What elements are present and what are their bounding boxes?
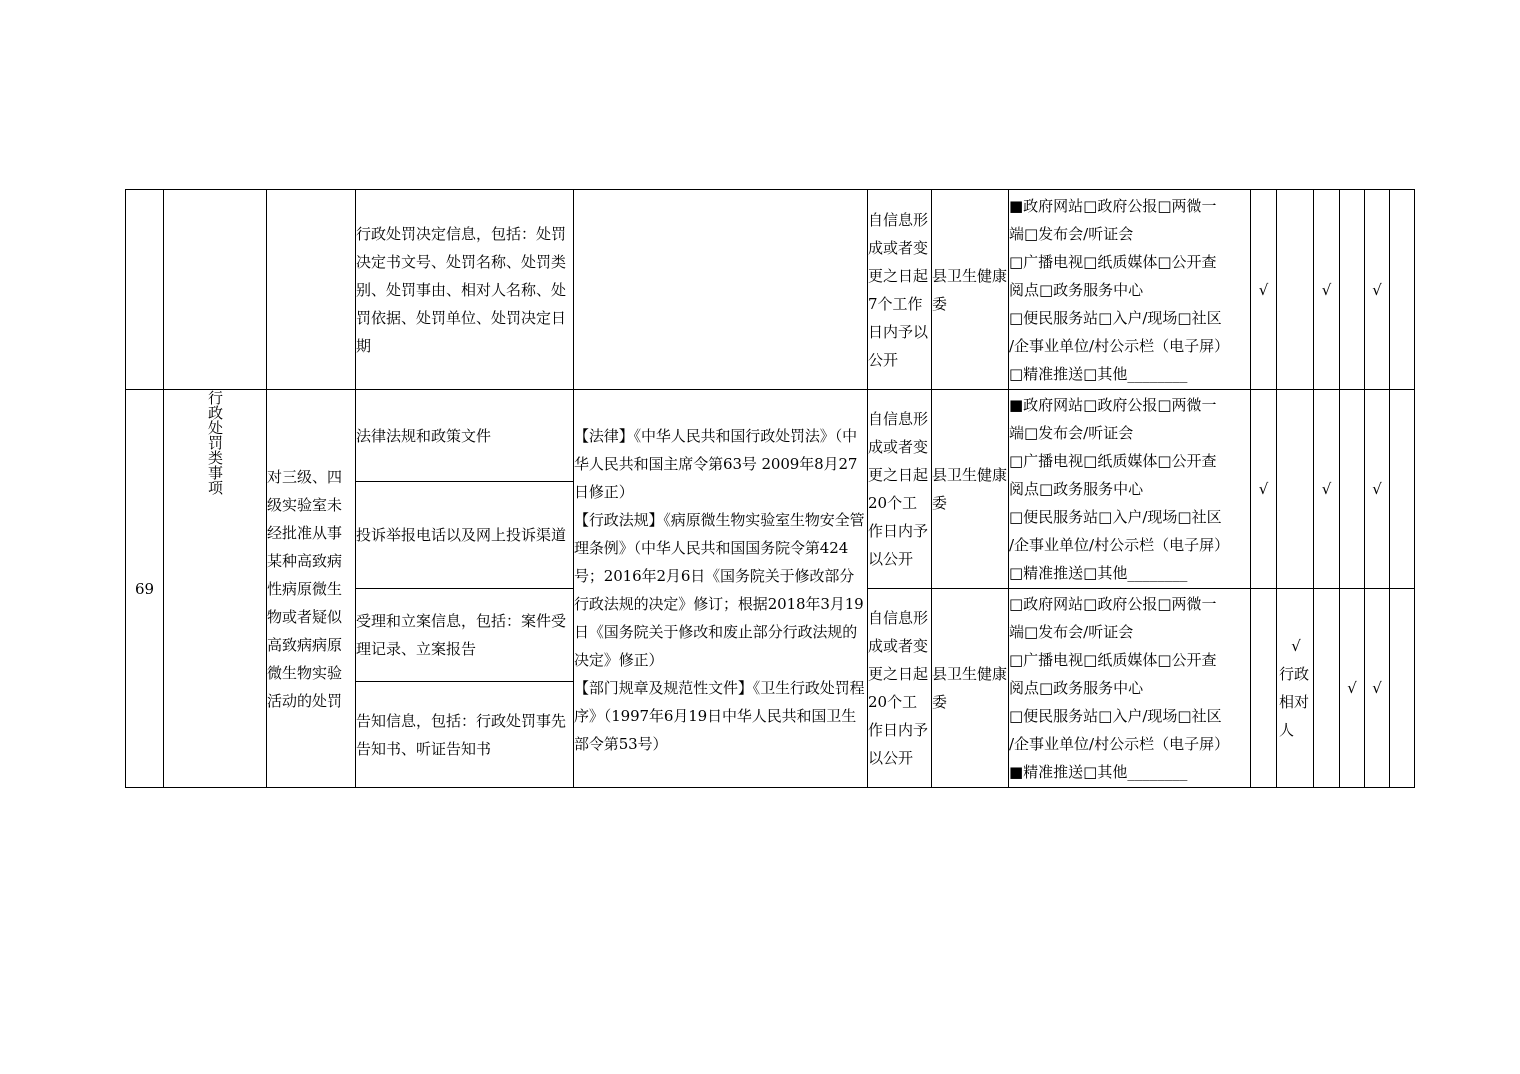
check-cell: [1277, 190, 1314, 390]
category-cell-empty: [164, 190, 267, 390]
content-cell: 告知信息，包括：行政处罚事先告知书、听证告知书: [356, 682, 574, 788]
disclosure-table: [125, 189, 1415, 788]
content-cell: 行政处罚决定信息，包括：处罚决定书文号、处罚名称、处罚类别、处罚事由、相对人名称、处罚依据、处罚单位、处罚决定日期: [356, 190, 574, 390]
table-row: [126, 390, 1415, 482]
check-cell: [1340, 190, 1365, 390]
check-cell: √: [1365, 589, 1390, 788]
audience-text: 行政相对人: [1279, 665, 1310, 739]
check-cell: [1340, 390, 1365, 589]
timing-cell: 自信息形成或者变更之日起7个工作日内予以公开: [868, 190, 932, 390]
check-cell: √: [1251, 390, 1277, 589]
channels-cell: □政府网站□政府公报□两微一 端□发布会/听证会 □广播电视□纸质媒体□公开查 阅点□政务服务中心 □便民服务站□入户/现场□社区 /企事业单位/村公示栏（电子屏） ■精准推送□其他________: [1009, 589, 1251, 788]
table-row: [126, 190, 1415, 390]
content-cell: 受理和立案信息，包括：案件受理记录、立案报告: [356, 589, 574, 682]
item-name-cell-empty: [267, 190, 356, 390]
item-name: 对三级、四级实验室未经批准从事某种高致病性病原微生物或者疑似高致病病原微生物实验活动的处罚: [267, 390, 356, 788]
content-cell: 投诉举报电话以及网上投诉渠道: [356, 482, 574, 589]
timing-cell: 自信息形成或者变更之日起20个工作日内予以公开: [868, 390, 932, 589]
check-cell: [1277, 390, 1314, 589]
content-cell: 法律法规和政策文件: [356, 390, 574, 482]
check-cell: √: [1251, 190, 1277, 390]
agency-cell: 县卫生健康委: [932, 390, 1009, 589]
check-cell: [1390, 190, 1415, 390]
legal-basis: 【法律】《中华人民共和国行政处罚法》（中华人民共和国主席令第63号 2009年8月27日修正） 【行政法规】《病原微生物实验室生物安全管理条例》（中华人民共和国国务院令第424号；2016年2月6日《国务院关于修改部分行政法规的决定》修订；根据2018年3月19日《国务院关于修改和废止部分行政法规的决定》修正） 【部门规章及规范性文件】《卫生行政处罚程序》（1997年6月19日中华人民共和国卫生部令第53号）: [574, 390, 868, 788]
check-cell: √: [1365, 390, 1390, 589]
basis-cell-empty: [574, 190, 868, 390]
check-cell: [1251, 589, 1277, 788]
audience-cell: [1277, 589, 1314, 788]
channels-cell: ■政府网站□政府公报□两微一 端□发布会/听证会 □广播电视□纸质媒体□公开查 阅点□政务服务中心 □便民服务站□入户/现场□社区 /企事业单位/村公示栏（电子屏） □精准推送□其他________: [1009, 190, 1251, 390]
agency-cell: 县卫生健康委: [932, 589, 1009, 788]
check-cell: [1390, 589, 1415, 788]
check-cell: [1314, 589, 1340, 788]
timing-cell: 自信息形成或者变更之日起20个工作日内予以公开: [868, 589, 932, 788]
check-cell: [1390, 390, 1415, 589]
check-cell: √: [1314, 390, 1340, 589]
item-category: 行政处罚类事项: [164, 390, 267, 788]
item-number: 69: [126, 390, 164, 788]
check-cell: √: [1365, 190, 1390, 390]
check-cell: √: [1340, 589, 1365, 788]
check-cell: √: [1314, 190, 1340, 390]
audience-check: √: [1291, 637, 1301, 655]
channels-cell: ■政府网站□政府公报□两微一 端□发布会/听证会 □广播电视□纸质媒体□公开查 阅点□政务服务中心 □便民服务站□入户/现场□社区 /企事业单位/村公示栏（电子屏） □精准推送□其他________: [1009, 390, 1251, 589]
number-cell-empty: [126, 190, 164, 390]
agency-cell: 县卫生健康委: [932, 190, 1009, 390]
